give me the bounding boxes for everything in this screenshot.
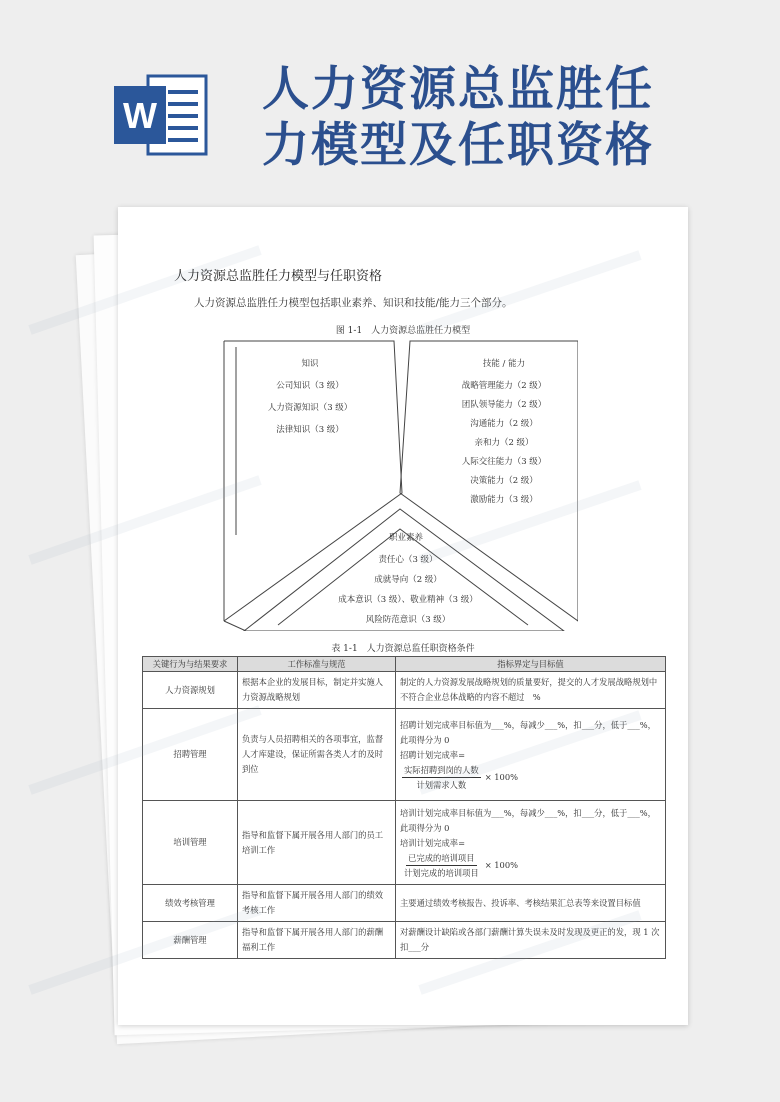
knowledge-item: 人力资源知识（3 级） [267,403,353,413]
fraction [402,763,481,792]
professionalism-item: 成就导向（2 级） [374,575,442,585]
formula [400,851,661,880]
indicator-line: 培训计划完成率目标值为___%，每减少___%，扣___分，低于___%， [400,807,656,818]
table-row [143,922,666,959]
indicator-cell: 主要通过绩效考核报告、投诉率、考核结果汇总表等来设置目标值 [396,885,666,922]
multiplier: × 100% [484,771,518,782]
skills-item: 战略管理能力（2 级） [461,381,547,391]
table-row [143,709,666,801]
indicator-line: 招聘计划完成率= [400,749,466,760]
skills-item: 人际交往能力（3 级） [461,457,547,467]
banner [0,0,780,200]
behavior-cell: 培训管理 [143,801,238,885]
svg-text:W: W [123,95,157,136]
indicator-line: 此项得分为 0 [400,734,450,745]
column-header: 工作标准与规范 [238,657,396,672]
formula [400,763,661,792]
multiplier: × 100% [484,859,518,870]
standard-cell: 指导和监督下属开展各用人部门的绩效考核工作 [238,885,396,922]
skills-item: 亲和力（2 级） [474,438,534,448]
behavior-cell: 人力资源规划 [143,672,238,709]
fraction [402,851,481,880]
indicator-line: 此项得分为 0 [400,822,450,833]
professionalism-item: 责任心（3 级） [378,555,438,565]
column-header: 关键行为与结果要求 [143,657,238,672]
standard-cell: 指导和监督下属开展各用人部门的员工培训工作 [238,801,396,885]
table-row [143,885,666,922]
column-header: 指标界定与目标值 [396,657,666,672]
indicator-line: 培训计划完成率= [400,837,466,848]
numerator: 已完成的培训项目 [406,851,476,866]
skills-item: 决策能力（2 级） [470,476,538,486]
numerator: 实际招聘到岗的人数 [402,763,481,778]
behavior-cell: 绩效考核管理 [143,885,238,922]
indicator-cell [396,801,666,885]
standard-cell: 指导和监督下属开展各用人部门的薪酬福利工作 [238,922,396,959]
professionalism-heading: 职业素养 [388,533,424,543]
word-document-icon [110,70,210,160]
knowledge-item: 法律知识（3 级） [276,425,344,435]
indicator-cell: 对薪酬设计缺陷或各部门薪酬计算失误未及时发现及更正的发，现 1 次扣___分 [396,922,666,959]
standard-cell: 根据本企业的发展目标，制定并实施人力资源战略规划 [238,672,396,709]
knowledge-item: 公司知识（3 级） [276,381,344,391]
figure-caption: 图 1-1 人力资源总监胜任力模型 [335,326,471,336]
professionalism-item: 风险防范意识（3 级） [365,615,451,625]
skills-item: 沟通能力（2 级） [470,419,538,429]
banner-title-line-2: 力模型及任职资格 [262,118,654,173]
knowledge-heading: 知识 [301,359,319,369]
competency-model-diagram [222,339,578,631]
qualification-table [142,656,666,959]
table-row [143,801,666,885]
table-caption: 表 1-1 人力资源总监任职资格条件 [331,644,475,654]
standard-cell: 负责与人员招聘相关的各项事宜，监督人才库建设，保证所需各类人才的及时到位 [238,709,396,801]
skills-item: 激励能力（3 级） [470,495,538,505]
banner-title-line-1: 人力资源总监胜任 [262,62,654,117]
indicator-cell: 制定的人力资源发展战略规划的质量要好，提交的人才发展战略规划中不符合企业总体战略的内容不超过 % [396,672,666,709]
indicator-line: 招聘计划完成率目标值为___%，每减少___%，扣___分，低于___%， [400,719,656,730]
document-page [118,207,688,1025]
indicator-cell [396,709,666,801]
skills-heading: 技能 / 能力 [482,359,526,369]
document-intro: 人力资源总监胜任力模型包括职业素养、知识和技能/能力三个部分。 [194,297,513,309]
denominator: 计划需求人数 [416,779,467,790]
table-header-row [143,657,666,672]
document-title: 人力资源总监胜任力模型与任职资格 [174,269,383,284]
table-row [143,672,666,709]
denominator: 计划完成的培训项目 [404,867,479,878]
behavior-cell: 薪酬管理 [143,922,238,959]
behavior-cell: 招聘管理 [143,709,238,801]
professionalism-item: 成本意识（3 级）、敬业精神（3 级） [338,595,478,605]
skills-item: 团队领导能力（2 级） [461,400,547,410]
